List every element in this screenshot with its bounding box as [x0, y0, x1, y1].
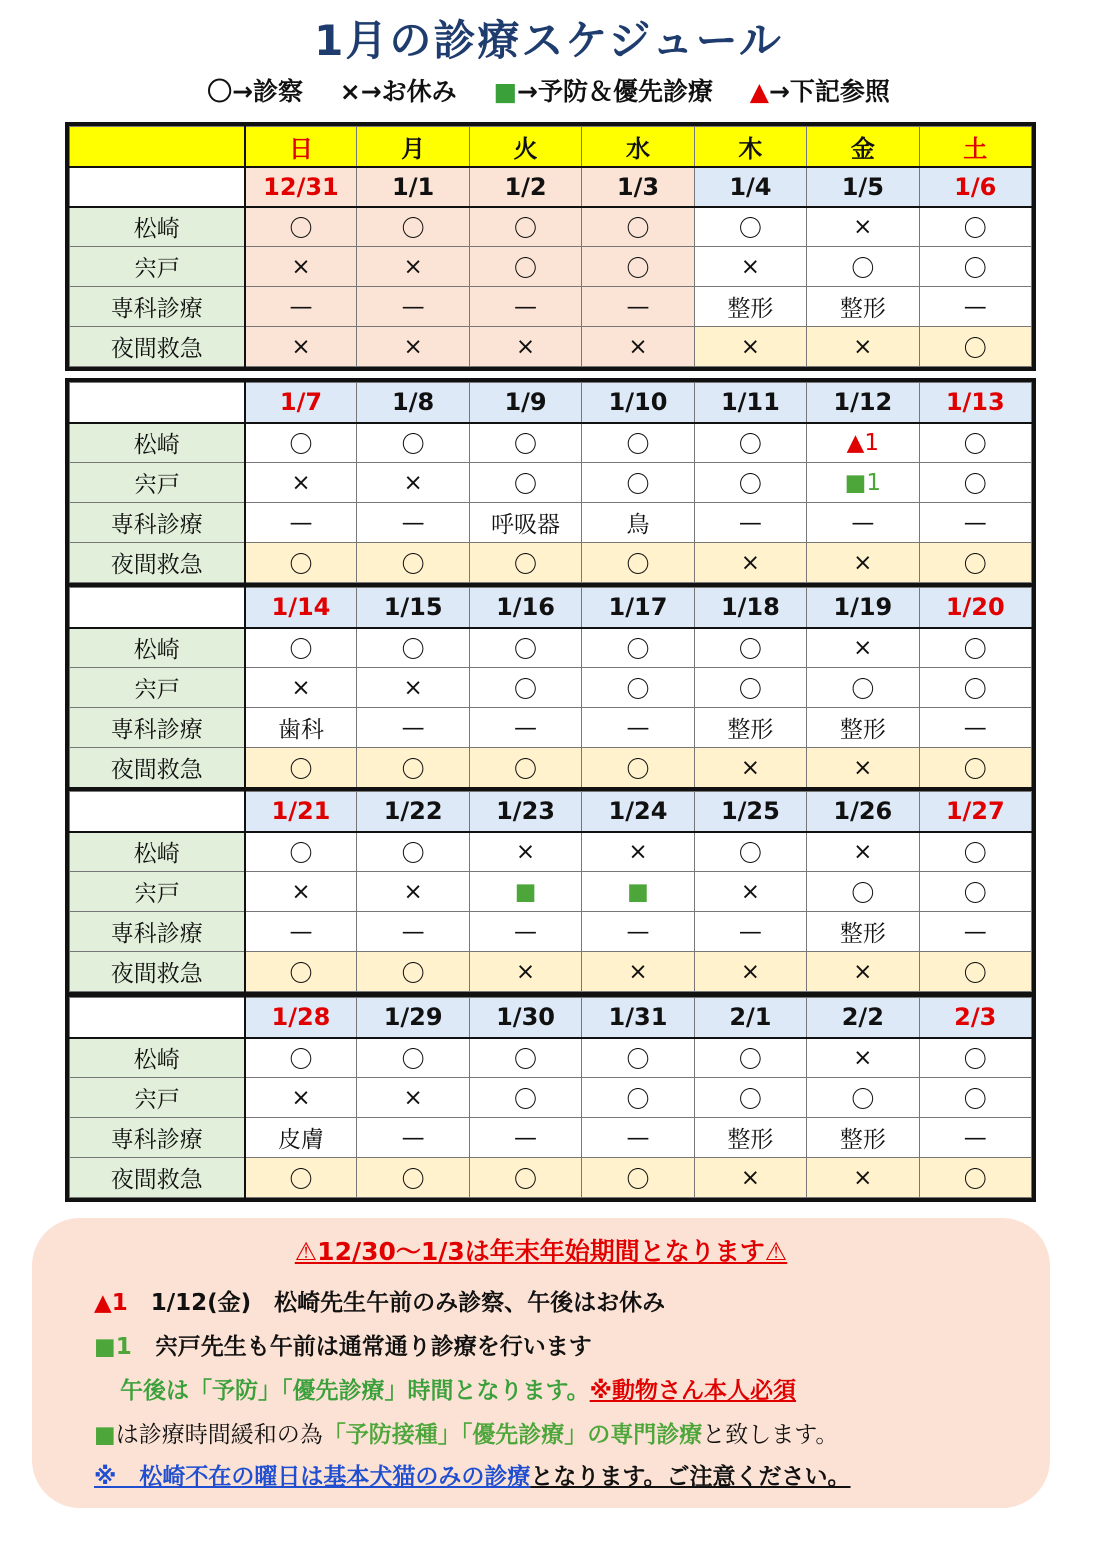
schedule-cell: 〇 [469, 247, 581, 287]
legend [0, 72, 1097, 108]
date-cell: 1/21 [245, 792, 357, 832]
schedule-row [70, 247, 1032, 287]
schedule-cell: 〇 [357, 748, 469, 788]
schedule-cell: 歯科 [245, 708, 357, 748]
schedule-cell: 〇 [919, 327, 1031, 367]
schedule-cell: 〇 [245, 207, 357, 247]
schedule-cell: 整形 [807, 912, 919, 952]
schedule-cell: 〇 [582, 668, 694, 708]
weekday-cell: 木 [694, 127, 806, 167]
date-cell: 1/2 [469, 167, 581, 207]
row-label: 宍戸 [70, 463, 245, 503]
row-label: 松崎 [70, 1038, 245, 1078]
schedule-row [70, 872, 1032, 912]
schedule-cell: × [807, 1158, 919, 1198]
date-cell: 1/30 [469, 998, 581, 1038]
date-cell: 1/7 [245, 383, 357, 423]
schedule-cell: 〇 [694, 628, 806, 668]
schedule-cell: 〇 [919, 668, 1031, 708]
date-cell: 1/10 [582, 383, 694, 423]
note-4-emphasis: 「予防接種」「優先診療」の専門診療 [322, 1422, 703, 1448]
schedule-cell: × [245, 668, 357, 708]
note-1-text: 1/12(金) 松崎先生午前のみ診察、午後はお休み [150, 1290, 666, 1316]
note-3-text: 午後は「予防」「優先診療」時間となります。 [120, 1378, 590, 1404]
row-label: 専科診療 [70, 287, 245, 327]
schedule-cell: × [807, 748, 919, 788]
schedule-row [70, 287, 1032, 327]
row-label: 宍戸 [70, 668, 245, 708]
schedule-cell: × [694, 247, 806, 287]
green-square-icon: ■ [493, 77, 518, 106]
schedule-cell: × [357, 327, 469, 367]
schedule-cell: 〇 [245, 628, 357, 668]
schedule-cell: 整形 [807, 1118, 919, 1158]
row-label: 夜間救急 [70, 1158, 245, 1198]
schedule-cell: — [919, 287, 1031, 327]
schedule-cell: 〇 [357, 628, 469, 668]
schedule-cell: 〇 [919, 1038, 1031, 1078]
schedule-cell: 〇 [245, 748, 357, 788]
schedule-cell: 〇 [469, 1038, 581, 1078]
schedule-cell: × [357, 1078, 469, 1118]
schedule-cell: 〇 [807, 668, 919, 708]
date-cell: 1/29 [357, 998, 469, 1038]
schedule-cell: × [357, 463, 469, 503]
schedule-cell: 〇 [245, 423, 357, 463]
schedule-cell: × [807, 952, 919, 992]
schedule-cell: 〇 [694, 207, 806, 247]
date-cell: 1/8 [357, 383, 469, 423]
schedule-cell: × [694, 543, 806, 583]
row-label: 松崎 [70, 628, 245, 668]
date-cell: 1/20 [919, 588, 1031, 628]
schedule-cell: 〇 [469, 748, 581, 788]
date-blank-cell [70, 383, 245, 423]
schedule-cell: × [582, 952, 694, 992]
schedule-cell: 〇 [357, 1038, 469, 1078]
schedule-row [70, 1158, 1032, 1198]
schedule-cell: × [807, 832, 919, 872]
schedule-cell: ■ [469, 872, 581, 912]
schedule-cell: — [245, 287, 357, 327]
schedule-row [70, 748, 1032, 788]
date-cell: 1/5 [807, 167, 919, 207]
date-cell: 2/1 [694, 998, 806, 1038]
week-table [69, 791, 1032, 992]
note-matsuzaki-absent [94, 1458, 851, 1491]
schedule-cell: × [245, 327, 357, 367]
schedule-cell: × [245, 872, 357, 912]
date-cell: 1/12 [807, 383, 919, 423]
schedule-cell: × [807, 327, 919, 367]
row-label: 夜間救急 [70, 748, 245, 788]
note-2-text: 宍戸先生も午前は通常通り診療を行います [154, 1334, 592, 1360]
schedule-cell: 〇 [582, 247, 694, 287]
schedule-cell: 〇 [582, 1038, 694, 1078]
date-cell: 1/11 [694, 383, 806, 423]
schedule-cell: × [357, 247, 469, 287]
schedule-row [70, 952, 1032, 992]
schedule-cell: 〇 [919, 1158, 1031, 1198]
schedule-cell: — [919, 912, 1031, 952]
schedule-cell: 〇 [919, 832, 1031, 872]
date-cell: 1/3 [582, 167, 694, 207]
schedule-cell: 〇 [582, 207, 694, 247]
schedule-row [70, 463, 1032, 503]
schedule-row [70, 543, 1032, 583]
schedule-cell: — [357, 912, 469, 952]
schedule-cell: 〇 [582, 463, 694, 503]
date-blank-cell [70, 588, 245, 628]
schedule-cell: — [357, 287, 469, 327]
schedule-cell: 〇 [694, 1078, 806, 1118]
date-cell: 1/26 [807, 792, 919, 832]
schedule-cell: — [582, 708, 694, 748]
schedule-row [70, 423, 1032, 463]
date-row [70, 167, 1032, 207]
date-blank-cell [70, 792, 245, 832]
row-label: 専科診療 [70, 708, 245, 748]
legend-square [493, 77, 713, 106]
schedule-cell: × [694, 327, 806, 367]
week-block [65, 378, 1036, 587]
notes-panel [32, 1218, 1050, 1508]
schedule-row [70, 668, 1032, 708]
schedule-cell: ▲1 [807, 423, 919, 463]
schedule-cell: × [245, 463, 357, 503]
schedule-cell: 〇 [582, 1158, 694, 1198]
schedule-cell: 整形 [694, 1118, 806, 1158]
date-cell: 1/4 [694, 167, 806, 207]
date-cell: 1/1 [357, 167, 469, 207]
schedule-cell: 〇 [694, 423, 806, 463]
schedule-cell: 〇 [469, 1078, 581, 1118]
red-triangle-icon: ▲ [749, 77, 769, 106]
note-4-post: と致します。 [702, 1422, 839, 1448]
schedule-cell: ■ [582, 872, 694, 912]
schedule-cell: × [694, 748, 806, 788]
date-cell: 1/25 [694, 792, 806, 832]
schedule-cell: — [357, 708, 469, 748]
schedule-cell: — [694, 912, 806, 952]
legend-triangle-label: →下記参照 [768, 77, 890, 106]
schedule-cell: — [807, 503, 919, 543]
schedule-row [70, 708, 1032, 748]
week-block [65, 583, 1036, 792]
schedule-cell: 整形 [694, 708, 806, 748]
schedule-cell: 〇 [469, 543, 581, 583]
schedule-cell: — [357, 1118, 469, 1158]
schedule-cell: × [357, 668, 469, 708]
schedule-cell: 〇 [245, 832, 357, 872]
schedule-cell: 〇 [919, 748, 1031, 788]
schedule-cell: 〇 [245, 543, 357, 583]
schedule-row [70, 1118, 1032, 1158]
week-table [69, 997, 1032, 1198]
schedule-cell: × [582, 832, 694, 872]
schedule-cell: ■1 [807, 463, 919, 503]
date-cell: 1/18 [694, 588, 806, 628]
schedule-cell: × [469, 952, 581, 992]
schedule-cell: × [807, 207, 919, 247]
schedule-cell: — [357, 503, 469, 543]
schedule-cell: — [919, 503, 1031, 543]
schedule-cell: 〇 [469, 207, 581, 247]
schedule-cell: × [357, 872, 469, 912]
weekday-cell: 月 [357, 127, 469, 167]
date-cell: 12/31 [245, 167, 357, 207]
schedule-cell: 〇 [694, 832, 806, 872]
schedule-cell: 〇 [582, 748, 694, 788]
legend-cross: ×→お休み [339, 77, 457, 106]
schedule-cell: — [582, 1118, 694, 1158]
schedule-cell: × [245, 1078, 357, 1118]
schedule-cell: 〇 [919, 952, 1031, 992]
row-label: 夜間救急 [70, 952, 245, 992]
schedule-cell: 〇 [919, 1078, 1031, 1118]
schedule-cell: 〇 [245, 1038, 357, 1078]
schedule-cell: 〇 [582, 628, 694, 668]
schedule-cell: 〇 [919, 628, 1031, 668]
date-row [70, 998, 1032, 1038]
schedule-cell: 呼吸器 [469, 503, 581, 543]
date-blank-cell [70, 998, 245, 1038]
schedule-row [70, 1038, 1032, 1078]
date-cell: 1/6 [919, 167, 1031, 207]
note-afternoon [120, 1372, 796, 1405]
schedule-cell: 〇 [469, 423, 581, 463]
row-label: 宍戸 [70, 247, 245, 287]
schedule-cell: 〇 [919, 543, 1031, 583]
row-label: 松崎 [70, 423, 245, 463]
schedule-cell: 〇 [919, 247, 1031, 287]
schedule-cell: × [469, 832, 581, 872]
row-label: 宍戸 [70, 872, 245, 912]
note-square-explain [94, 1416, 838, 1449]
note-square-1 [94, 1328, 592, 1361]
green-square-icon: ■1 [94, 1334, 132, 1360]
schedule-cell: 皮膚 [245, 1118, 357, 1158]
date-row [70, 792, 1032, 832]
schedule-row [70, 327, 1032, 367]
row-label: 夜間救急 [70, 327, 245, 367]
schedule-cell: 〇 [919, 872, 1031, 912]
schedule-cell: — [919, 708, 1031, 748]
schedule-cell: 〇 [919, 207, 1031, 247]
schedule-cell: 〇 [694, 668, 806, 708]
schedule-cell: — [469, 1118, 581, 1158]
schedule-cell: — [469, 708, 581, 748]
schedule-cell: × [807, 1038, 919, 1078]
date-cell: 1/31 [582, 998, 694, 1038]
weekday-cell: 水 [582, 127, 694, 167]
weekday-cell: 土 [919, 127, 1031, 167]
date-cell: 1/28 [245, 998, 357, 1038]
weekday-cell: 金 [807, 127, 919, 167]
date-cell: 1/13 [919, 383, 1031, 423]
green-square-icon: ■ [94, 1422, 116, 1448]
schedule-cell: 〇 [357, 543, 469, 583]
row-label: 専科診療 [70, 503, 245, 543]
schedule-cell: 〇 [469, 668, 581, 708]
schedule-cell: 鳥 [582, 503, 694, 543]
schedule-cell: 〇 [357, 423, 469, 463]
note-3-warning: ※動物さん本人必須 [589, 1378, 797, 1404]
date-cell: 1/9 [469, 383, 581, 423]
date-row [70, 588, 1032, 628]
date-cell: 1/23 [469, 792, 581, 832]
schedule-cell: 整形 [807, 708, 919, 748]
schedule-cell: 〇 [357, 1158, 469, 1198]
schedule-row [70, 912, 1032, 952]
schedule-row [70, 628, 1032, 668]
date-cell: 1/22 [357, 792, 469, 832]
row-label: 松崎 [70, 832, 245, 872]
note-5-rest: となります。ご注意ください。 [530, 1464, 851, 1490]
legend-circle: 〇→診察 [207, 77, 304, 106]
note-5-link-text: ※ 松崎不在の曜日は基本犬猫のみの診療 [94, 1464, 531, 1490]
schedule-cell: 〇 [694, 1038, 806, 1078]
schedule-cell: 〇 [582, 543, 694, 583]
row-label: 専科診療 [70, 1118, 245, 1158]
schedule-cell: 〇 [919, 423, 1031, 463]
schedule-cell: — [469, 287, 581, 327]
date-cell: 1/17 [582, 588, 694, 628]
legend-triangle [750, 77, 890, 106]
schedule-cell: 〇 [807, 1078, 919, 1118]
date-cell: 2/2 [807, 998, 919, 1038]
date-blank-cell [70, 167, 245, 207]
schedule-cell: × [469, 327, 581, 367]
week-table [69, 587, 1032, 788]
schedule-cell: 〇 [582, 1078, 694, 1118]
header-blank-cell [70, 127, 245, 167]
red-triangle-icon: ▲1 [94, 1290, 128, 1316]
schedule-cell: 〇 [357, 952, 469, 992]
week-block [65, 122, 1036, 371]
schedule-cell: 〇 [469, 1158, 581, 1198]
schedule-row [70, 207, 1032, 247]
schedule-cell: 整形 [694, 287, 806, 327]
note-4-pre: は診療時間緩和の為 [115, 1422, 323, 1448]
note-triangle-1 [94, 1284, 665, 1317]
date-cell: 1/27 [919, 792, 1031, 832]
schedule-cell: 〇 [807, 872, 919, 912]
schedule-cell: 〇 [357, 207, 469, 247]
date-cell: 1/15 [357, 588, 469, 628]
row-label: 夜間救急 [70, 543, 245, 583]
legend-square-label: →予防＆優先診療 [517, 77, 713, 106]
weekday-cell: 日 [245, 127, 357, 167]
schedule-cell: × [694, 952, 806, 992]
schedule-cell: — [245, 503, 357, 543]
week-block [65, 993, 1036, 1202]
schedule-cell: 〇 [582, 423, 694, 463]
weekday-cell: 火 [469, 127, 581, 167]
schedule-cell: 〇 [807, 247, 919, 287]
date-cell: 1/14 [245, 588, 357, 628]
week-table [69, 382, 1032, 583]
schedule-cell: 〇 [469, 463, 581, 503]
schedule-row [70, 1078, 1032, 1118]
schedule-cell: — [582, 287, 694, 327]
schedule-row [70, 832, 1032, 872]
schedule-cell: 〇 [245, 1158, 357, 1198]
page-title: 1月の診療スケジュール [314, 16, 783, 65]
schedule-cell: × [582, 327, 694, 367]
schedule-cell: — [469, 912, 581, 952]
schedule-cell: × [694, 1158, 806, 1198]
row-label: 松崎 [70, 207, 245, 247]
schedule-cell: × [807, 543, 919, 583]
schedule-cell: × [807, 628, 919, 668]
week-table [69, 126, 1032, 367]
week-block [65, 787, 1036, 996]
schedule-cell: 整形 [807, 287, 919, 327]
notes-headline: ⚠12/30〜1/3は年末年始期間となります⚠ [294, 1237, 788, 1266]
row-label: 宍戸 [70, 1078, 245, 1118]
date-cell: 2/3 [919, 998, 1031, 1038]
schedule-cell: — [919, 1118, 1031, 1158]
schedule-cell: 〇 [357, 832, 469, 872]
date-row [70, 383, 1032, 423]
schedule-cell: — [694, 503, 806, 543]
schedule-cell: × [245, 247, 357, 287]
schedule-cell: 〇 [245, 952, 357, 992]
weekday-header-row [70, 127, 1032, 167]
date-cell: 1/19 [807, 588, 919, 628]
schedule-cell: × [694, 872, 806, 912]
schedule-row [70, 503, 1032, 543]
schedule-cell: 〇 [694, 463, 806, 503]
schedule-cell: 〇 [469, 628, 581, 668]
schedule-cell: — [245, 912, 357, 952]
row-label: 専科診療 [70, 912, 245, 952]
schedule-cell: 〇 [919, 463, 1031, 503]
date-cell: 1/24 [582, 792, 694, 832]
date-cell: 1/16 [469, 588, 581, 628]
schedule-cell: — [582, 912, 694, 952]
